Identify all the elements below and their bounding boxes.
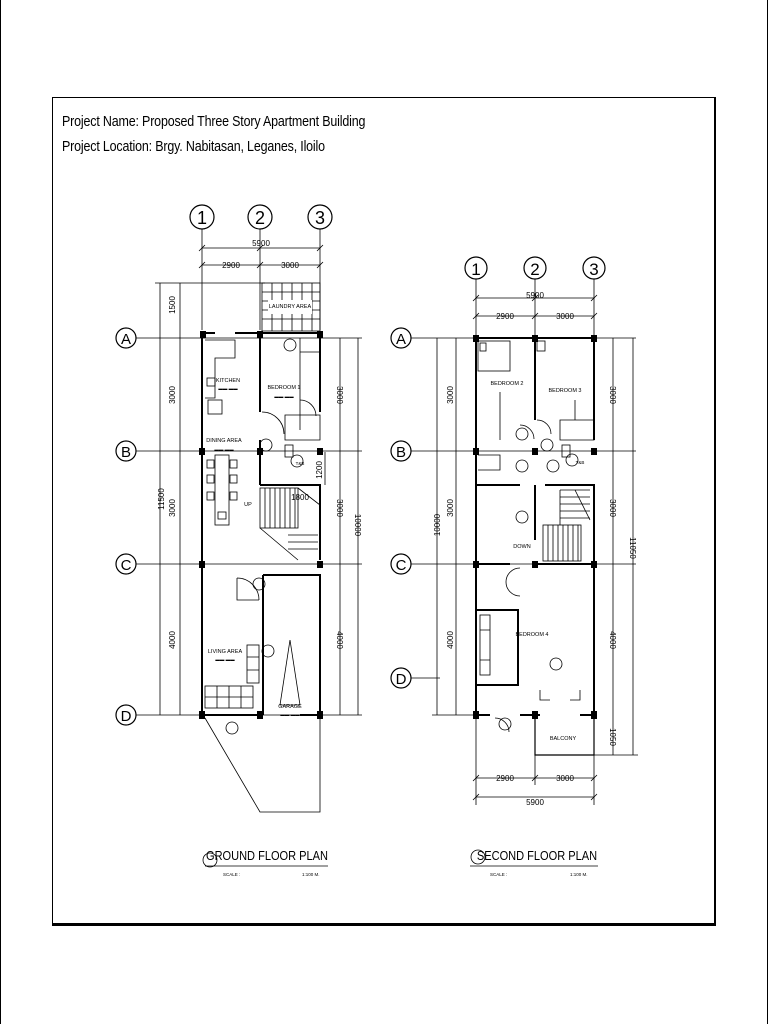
ground-floor-plan (116, 205, 362, 877)
gf-title-block (203, 848, 328, 877)
gf-dim-left-bc: 3000 (168, 499, 177, 517)
project-name-text: Project Name: Proposed Three Story Apartment Building (62, 114, 366, 130)
gf-dim-left-top: 1500 (168, 296, 177, 314)
gf-dim-right-bc: 3000 (335, 499, 344, 517)
sf-row-C-label: C (395, 557, 407, 574)
sf-scale-label: SCALE : (490, 872, 508, 877)
gf-up-label: UP (244, 502, 252, 508)
sf-dim-bay-right-bottom: 3000 (556, 774, 574, 783)
gf-row-A-label: A (120, 331, 132, 348)
svg-text:▬▬ ▬▬: ▬▬ ▬▬ (274, 394, 294, 399)
gf-grid-row-A (116, 328, 136, 348)
sf-bedroom-4 (480, 615, 580, 700)
gf-garage-label: GARAGE (278, 704, 302, 710)
sf-dim-left-cd: 4000 (446, 631, 455, 649)
gf-row-C-label: C (120, 557, 132, 574)
second-floor-plan (391, 257, 638, 877)
gf-laundry-area (262, 283, 320, 331)
svg-text:▬▬ ▬▬: ▬▬ ▬▬ (218, 386, 238, 391)
project-location-text: Project Location: Brgy. Nabitasan, Leganes, Iloilo (62, 139, 325, 155)
gf-dim-bay-left: 2900 (222, 261, 240, 270)
sf-row-B-label: B (395, 444, 407, 461)
gf-row-B-label: B (120, 444, 132, 461)
sf-grid-row-D (391, 668, 411, 688)
gf-bedroom-1 (260, 339, 316, 467)
sf-dim-total-width-top: 5900 (526, 291, 544, 300)
sf-dim-bay-left-bottom: 2900 (496, 774, 514, 783)
sf-bedroom4-label: BEDROOM 4 (515, 632, 549, 638)
sf-grid-column-1 (465, 257, 487, 279)
sf-bedroom2-label: BEDROOM 2 (490, 381, 524, 387)
sf-dim-right-ab: 3000 (608, 386, 617, 404)
sf-grid-row-C (391, 554, 411, 574)
sf-dim-bay-right-top: 3000 (556, 312, 574, 321)
gf-grid-row-B (116, 441, 136, 461)
gf-col-1-label: 1 (196, 208, 208, 228)
sf-dim-right-balcony: 1050 (608, 728, 617, 746)
gf-staircase (260, 488, 320, 560)
sf-dim-left-bc: 3000 (446, 499, 455, 517)
sf-dim-left-overall: 10000 (433, 513, 442, 537)
sf-balcony (495, 718, 576, 742)
sf-grid-column-3 (583, 257, 605, 279)
gf-col-2-label: 2 (254, 208, 266, 228)
gf-dim-total-width: 5900 (252, 239, 270, 248)
svg-text:▬▬ ▬▬: ▬▬ ▬▬ (215, 657, 235, 662)
gf-dim-right-overall: 10000 (353, 513, 362, 537)
sf-dim-left-ab: 3000 (446, 386, 455, 404)
gf-row-D-label: D (120, 708, 132, 725)
sf-title: SECOND FLOOR PLAN (476, 848, 598, 864)
gf-dim-left-overall: 11500 (157, 488, 166, 510)
gf-grid-row-C (116, 554, 136, 574)
sf-grid-row-B (391, 441, 411, 461)
sf-bedroom-2 (478, 341, 534, 472)
sf-row-A-label: A (395, 331, 407, 348)
svg-text:▬▬ ▬▬: ▬▬ ▬▬ (214, 447, 234, 452)
gf-grid-column-3 (308, 205, 332, 229)
sf-dim-bay-left-top: 2900 (496, 312, 514, 321)
sf-balcony-label: BALCONY (549, 736, 577, 742)
gf-dim-stair-a: 1200 (315, 461, 324, 479)
gf-kitchen-label: KITCHEN (215, 378, 241, 384)
sf-scale-value: 1:100 M. (570, 872, 588, 877)
gf-living-label: LIVING AREA (207, 649, 243, 655)
sf-dim-right-bc: 3000 (608, 499, 617, 517)
sf-bedroom-3 (537, 341, 594, 472)
gf-scale-value: 1:100 M. (302, 872, 320, 877)
sf-col-2-label: 2 (530, 260, 540, 279)
gf-dim-right-ab: 3000 (335, 386, 344, 404)
gf-kitchen (205, 340, 240, 414)
sf-dim-right-overall: 11050 (628, 537, 637, 559)
sf-col-3-label: 3 (589, 260, 599, 279)
svg-text:▬▬ ▬▬: ▬▬ ▬▬ (280, 712, 300, 717)
gf-dim-stair-b: 1800 (291, 493, 309, 502)
gf-dining-label: DINING AREA (206, 438, 242, 444)
gf-bedroom1-label: BEDROOM 1 (267, 385, 301, 391)
gf-grid-column-2 (248, 205, 272, 229)
gf-title: GROUND FLOOR PLAN (205, 848, 329, 864)
gf-tb-label: T&B (295, 461, 305, 466)
sf-grid-row-A (391, 328, 411, 348)
sf-title-block (470, 848, 598, 877)
sf-grid-column-2 (524, 257, 546, 279)
gf-dim-right-cd: 4000 (335, 631, 344, 649)
gf-scale-label: SCALE : (223, 872, 241, 877)
sf-down-label: DOWN (513, 544, 531, 550)
gf-dim-left-ab: 3000 (168, 386, 177, 404)
gf-laundry-label: LAUNDRY AREA (268, 304, 312, 310)
sf-row-D-label: D (395, 671, 407, 688)
sf-bedroom3-label: BEDROOM 3 (548, 388, 582, 394)
sf-dim-right-cd: 4000 (608, 631, 617, 649)
sf-dim-total-width-bottom: 5900 (526, 798, 544, 807)
sf-tb-label: T&B (575, 460, 585, 465)
sf-staircase (506, 490, 590, 596)
gf-grid-row-D (116, 705, 136, 725)
sf-col-1-label: 1 (471, 260, 481, 279)
gf-dim-left-cd: 4000 (168, 631, 177, 649)
gf-col-3-label: 3 (314, 208, 326, 228)
gf-dim-bay-right: 3000 (281, 261, 299, 270)
gf-grid-column-1 (190, 205, 214, 229)
